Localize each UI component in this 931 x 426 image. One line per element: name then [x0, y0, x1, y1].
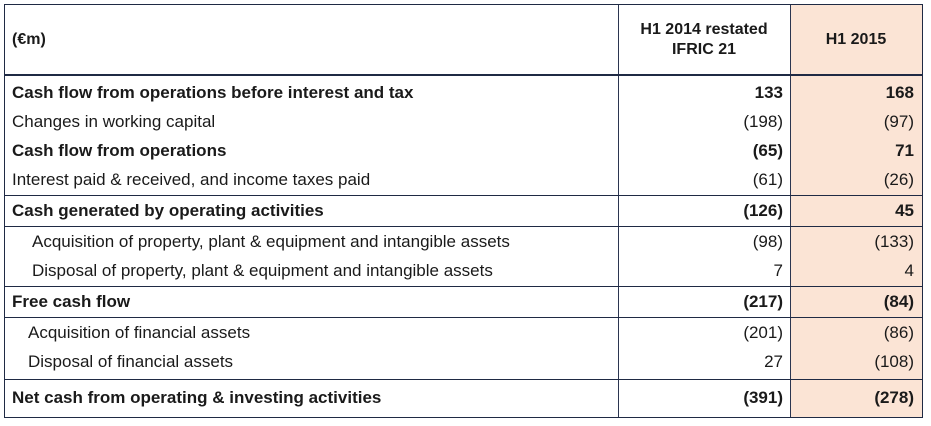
- row-value-h1-2015: 4: [904, 261, 914, 280]
- row-value-h1-2014: 7: [773, 261, 783, 280]
- table-row: [5, 379, 922, 416]
- row-label: Acquisition of financial assets: [28, 322, 251, 342]
- table-row: [5, 286, 922, 317]
- row-value-h1-2015: (26): [883, 170, 914, 189]
- header-col-h1-2015: H1 2015: [825, 30, 887, 48]
- table-row: [5, 317, 922, 347]
- row-label: Free cash flow: [12, 292, 131, 311]
- row-value-h1-2015: 45: [895, 201, 914, 220]
- cash-flow-table: [4, 4, 923, 418]
- row-value-h1-2014: (61): [752, 170, 783, 189]
- row-value-h1-2015: (133): [874, 231, 914, 251]
- row-label: Disposal of property, plant & equipment and intangible assets: [32, 261, 493, 280]
- row-value-h1-2014: (217): [743, 292, 783, 311]
- row-label: Cash flow from operations: [12, 140, 227, 160]
- header-col-h1-2014: H1 2014 restated IFRIC 21: [640, 20, 768, 58]
- table-row: [5, 107, 922, 136]
- table-row: [5, 78, 922, 107]
- row-value-h1-2015: (97): [883, 111, 914, 131]
- row-value-h1-2015: (86): [883, 322, 914, 342]
- row-value-h1-2014: (201): [743, 322, 783, 342]
- table-row: [5, 136, 922, 165]
- row-label: Net cash from operating & investing activities: [12, 388, 382, 407]
- row-label: Disposal of financial assets: [28, 352, 234, 371]
- row-value-h1-2015: (84): [883, 292, 914, 311]
- row-value-h1-2014: (391): [743, 388, 783, 407]
- row-label: Changes in working capital: [12, 111, 216, 131]
- header-unit-label: (€m): [12, 30, 46, 48]
- row-value-h1-2015: 71: [895, 140, 914, 160]
- table-row: [5, 256, 922, 286]
- row-value-h1-2014: (98): [752, 231, 783, 251]
- row-value-h1-2014: (198): [743, 111, 783, 131]
- row-label: Cash generated by operating activities: [12, 201, 324, 220]
- table-row: [5, 195, 922, 226]
- row-value-h1-2015: 168: [885, 82, 914, 102]
- row-value-h1-2014: (65): [752, 140, 783, 160]
- row-label: Cash flow from operations before interest and tax: [12, 82, 414, 102]
- row-value-h1-2015: (108): [874, 352, 914, 371]
- table-row: [5, 226, 922, 256]
- table-row: [5, 347, 922, 377]
- row-value-h1-2014: 133: [754, 82, 783, 102]
- row-label: Acquisition of property, plant & equipment and intangible assets: [32, 231, 510, 251]
- table-row: [5, 165, 922, 195]
- table-header: [5, 5, 922, 76]
- row-label: Interest paid & received, and income taxes paid: [12, 170, 371, 189]
- row-value-h1-2014: 27: [764, 352, 783, 371]
- row-value-h1-2015: (278): [874, 388, 914, 407]
- row-value-h1-2014: (126): [743, 201, 783, 220]
